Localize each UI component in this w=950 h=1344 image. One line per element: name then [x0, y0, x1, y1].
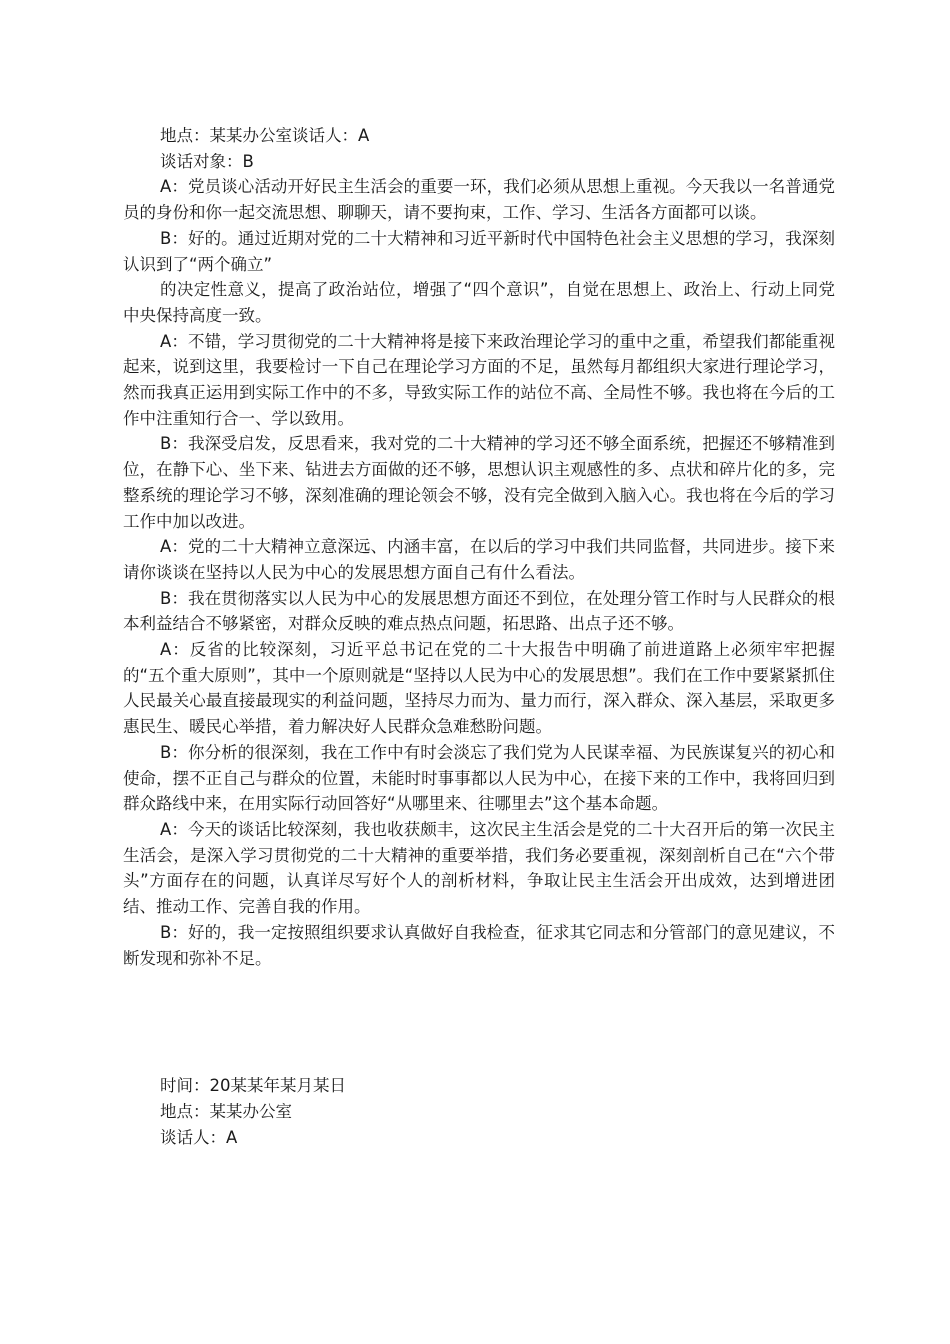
meeting-interviewee: 谈话对象：B	[160, 151, 254, 171]
second-record-speaker: 谈话人：A	[160, 1127, 238, 1147]
dialogue-paragraph: B：我在贯彻落实以人民为中心的发展思想方面还不到位，在处理分管工作时与人民群众的根本利益结合不够紧密，对群众反映的难点热点问题，拓思路、出点子还不够。	[123, 588, 835, 634]
dialogue-paragraph: A：今天的谈话比较深刻，我也收获颇丰，这次民主生活会是党的二十大召开后的第一次民主生活会，是深入学习贯彻党的二十大精神的重要举措，我们务必要重视，深刻剖析自己在“六个带头”方面存在的问题，认真详尽写好个人的剖析材料，争取让民主生活会开出成效，达到增进团结、推动工作、完善自我的作用。	[123, 819, 835, 917]
dialogue-paragraph: B：我深受启发，反思看来，我对党的二十大精神的学习还不够全面系统，把握还不够精准到位，在静下心、坐下来、钻进去方面做的还不够，思想认识主观感性的多、点状和碎片化的多，完整系统的理论学习不够，深刻准确的理论领会不够，没有完全做到入脑入心。我也将在今后的学习工作中加以改进。	[123, 434, 835, 531]
meeting-place-speaker: 地点：某某办公室谈话人：A	[160, 126, 370, 145]
dialogue-paragraph: A：党员谈心活动开好民主生活会的重要一环，我们必须从思想上重视。今天我以一名普通党员的身份和你一起交流思想、聊聊天，请不要拘束，工作、学习、生活各方面都可以谈。	[123, 177, 835, 223]
second-record-place: 地点：某某办公室	[160, 1101, 292, 1121]
dialogue-paragraph: A：党的二十大精神立意深远、内涵丰富，在以后的学习中我们共同监督，共同进步。接下来请你谈谈在坚持以人民为中心的发展思想方面自己有什么看法。	[123, 537, 835, 582]
dialogue-paragraph: A：反省的比较深刻，习近平总书记在党的二十大报告中明确了前进道路上必须牢牢把握的“五个重大原则”，其中一个原则就是“坚持以人民为中心的发展思想”。我们在工作中要紧紧抓住人民最关心最直接最现实的利益问题，坚持尽力而为、量力而行，深入群众、深入基层，采取更多惠民生、暖民心举措，着力解决好人民群众急难愁盼问题。	[123, 640, 835, 737]
document-body	[123, 123, 835, 1150]
second-record-time: 时间：20某某年某月某日	[160, 1076, 346, 1096]
dialogue-paragraph: A：不错，学习贯彻党的二十大精神将是接下来政治理论学习的重中之重，希望我们都能重视起来，说到这里，我要检讨一下自己在理论学习方面的不足，虽然每月都组织大家进行理论学习，然而我真正运用到实际工作中的不多，导致实际工作的站位不高、全局性不够。我也将在今后的工作中注重知行合一、学以致用。	[123, 331, 835, 428]
dialogue-paragraph: B：好的。通过近期对党的二十大精神和习近平新时代中国特色社会主义思想的学习，我深刻认识到了“两个确立”	[123, 228, 835, 274]
section-spacer	[123, 971, 835, 1073]
dialogue-paragraph: 的决定性意义，提高了政治站位，增强了“四个意识”，自觉在思想上、政治上、行动上同党中央保持高度一致。	[123, 280, 835, 325]
dialogue-paragraph: B：好的，我一定按照组织要求认真做好自我检查，征求其它同志和分管部门的意见建议，不断发现和弥补不足。	[123, 922, 835, 968]
dialogue-paragraph: B：你分析的很深刻，我在工作中有时会淡忘了我们党为人民谋幸福、为民族谋复兴的初心和使命，摆不正自己与群众的位置，未能时时事事都以人民为中心，在接下来的工作中，我将回归到群众路线中来，在用实际行动回答好“从哪里来、往哪里去”这个基本命题。	[123, 742, 835, 814]
